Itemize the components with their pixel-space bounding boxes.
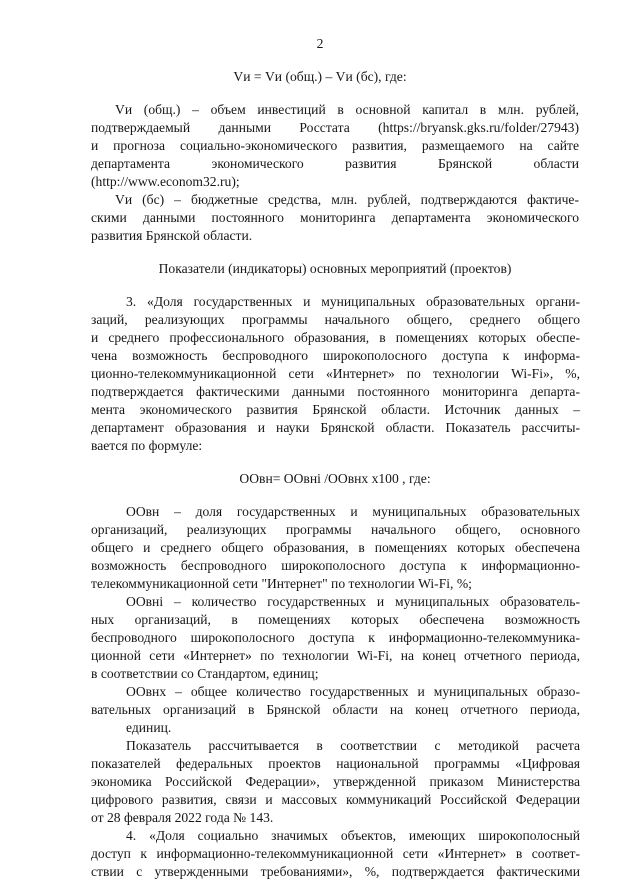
item-3-line: и среднего профессионального образования, в помещениях которых обеспе- (91, 330, 580, 345)
definition-line: возможность беспроводного широкополосного доступа к информационно- (91, 558, 580, 573)
definition-line: Vи (общ.) – объем инвестиций в основной капитал в млн. рублей, (115, 102, 579, 117)
definition-line: вательных организаций в Брянской области на конец отчетного периода, (91, 702, 580, 717)
definition-line: ционной сети «Интернет» по технологии Wi-Fi, на конец отчетного периода, (91, 648, 580, 663)
definition-line: подтверждаемый данными Росстата (https://bryansk.gks.ru/folder/27943) (91, 120, 579, 135)
definition-line: ных организаций, в помещениях которых обеспечена возможность (91, 612, 580, 627)
definition-line: (http://www.econom32.ru); (91, 174, 240, 189)
definition-line: ООвнi – количество государственных и муниципальных образователь- (126, 594, 580, 609)
item-3-line: 3. «Доля государственных и муниципальных образовательных органи- (126, 294, 580, 309)
section-heading: Показатели (индикаторы) основных мероприятий (проектов) (158, 261, 512, 276)
definition-line: беспроводного широкополосного доступа к информационно-телекоммуника- (91, 630, 580, 645)
definition-line: общего и среднего общего образования, в помещениях которых обеспечена (91, 540, 580, 555)
item-4-line: доступ к информационно-телекоммуникационной сети «Интернет» в соответ- (91, 846, 580, 861)
method-line: от 28 февраля 2022 года № 143. (91, 810, 274, 825)
definition-line: единиц. (126, 720, 172, 735)
page-number: 2 (316, 36, 324, 51)
definition-line: и прогноза социально-экономического развития, размещаемого на сайте (91, 138, 579, 153)
definition-line: в соответствии со Стандартом, единиц; (91, 666, 319, 681)
item-3-line: чена возможность беспроводного широкополосного доступа к информа- (91, 348, 580, 363)
definition-line: скими данными постоянного мониторинга департамента экономического (91, 210, 579, 225)
method-line: показателей федеральных проектов национальной программы «Цифровая (91, 756, 580, 771)
definition-line: телекоммуникационной сети "Интернет" по технологии Wi-Fi, %; (91, 576, 472, 591)
definition-line: Vи (бс) – бюджетные средства, млн. рублей, подтверждаются фактиче- (115, 192, 579, 207)
item-3-line: вается по формуле: (91, 438, 203, 453)
item-4-line: 4. «Доля социально значимых объектов, имеющих широкополосный (126, 828, 580, 843)
item-3-line: департамент образования и науки Брянской области. Показатель рассчиты- (91, 420, 580, 435)
definition-line: ООвнх – общее количество государственных и муниципальных образо- (126, 684, 580, 699)
definition-line: ООвн – доля государственных и муниципальных образовательных (126, 504, 580, 519)
method-line: экономика Российской Федерации», утвержденной приказом Министерства (91, 774, 580, 789)
definition-line: департамента экономического развития Брянской области (91, 156, 579, 171)
method-line: Показатель рассчитывается в соответствии с методикой расчета (126, 738, 580, 753)
item-3-line: ционно-телекоммуникационной сети «Интернет» по технологии Wi-Fi», %, (91, 366, 580, 381)
item-3-line: мента экономического развития Брянской области. Источник данных – (91, 402, 580, 417)
definition-line: организаций, реализующих программы начального общего, основного (91, 522, 580, 537)
item-3-line: заций, реализующих программы начального общего, среднего общего (91, 312, 580, 327)
item-4-line: ствии с утвержденными требованиями», %, подтверждается фактическими (91, 864, 580, 879)
definition-line: развития Брянской области. (91, 228, 253, 243)
formula-investment-volume: Vи = Vи (общ.) – Vи (бс), где: (233, 69, 407, 84)
method-line: цифрового развития, связи и массовых коммуникаций Российской Федерации (91, 792, 580, 807)
item-3-line: подтверждается фактическими данными постоянного мониторинга департа- (91, 384, 580, 399)
formula-wifi-share: ООвн= ООвнi /ООвнх х100 , где: (239, 471, 431, 486)
